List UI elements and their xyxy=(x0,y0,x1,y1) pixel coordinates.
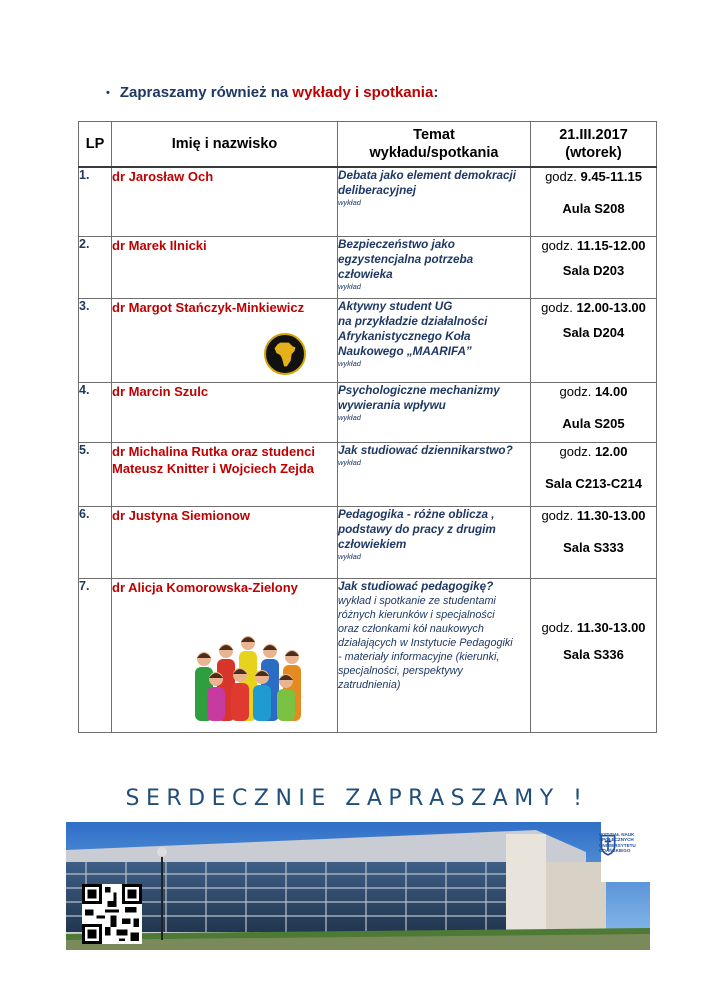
table-row xyxy=(79,299,657,383)
topic-cell xyxy=(338,237,531,299)
speaker-name: dr Marcin Szulc xyxy=(112,384,209,399)
logo-line-3: UNIWERSYTETU xyxy=(599,842,636,848)
topic-title: na przykładzie działalności xyxy=(338,315,488,328)
time-value: 9.45-11.15 xyxy=(580,168,642,184)
table-row xyxy=(79,167,657,237)
topic-title: deliberacyjnej xyxy=(338,183,416,197)
topic-title: Bezpieczeństwo jako xyxy=(338,238,455,251)
time-prefix: godz. xyxy=(541,300,577,315)
room-label: Sala S333 xyxy=(563,540,624,555)
time-prefix: godz. xyxy=(541,508,577,523)
time-room-cell xyxy=(531,383,657,443)
time-line xyxy=(531,168,656,185)
topic-title: człowiekiem xyxy=(338,538,407,551)
time-room-cell xyxy=(531,237,657,299)
time-line xyxy=(531,299,656,316)
speaker-cell xyxy=(112,383,338,443)
topic-description: działających w Instytucie Pedagogiki xyxy=(338,637,513,649)
intro-text: Zapraszamy również na xyxy=(119,84,293,101)
speaker-name: dr Marek Ilnicki xyxy=(112,238,207,253)
topic-title: Naukowego „MAARIFA” xyxy=(338,345,472,358)
topic-title: podstawy do pracy z drugim xyxy=(338,523,496,536)
time-line xyxy=(531,443,656,460)
speaker-name: Mateusz Knitter i Wojciech Zejda xyxy=(112,461,315,476)
time-room-cell xyxy=(531,579,657,733)
event-type: wykład xyxy=(338,458,361,467)
speaker-cell xyxy=(112,167,338,237)
students-photo xyxy=(182,621,322,721)
room-label: Sala D203 xyxy=(562,263,625,278)
speaker-cell xyxy=(112,443,338,507)
time-room-cell xyxy=(531,299,657,383)
time-prefix: godz. xyxy=(541,620,577,635)
topic-title: człowieka xyxy=(338,268,393,281)
topic-cell xyxy=(338,167,531,237)
topic-title: wywierania wpływu xyxy=(338,399,446,412)
topic-description: różnych kierunków i specjalności xyxy=(338,609,495,621)
topic-description: oraz członkami kół naukowych xyxy=(338,623,484,635)
intro-colon: : xyxy=(433,84,439,101)
time-value: 12.00-13.00 xyxy=(576,300,646,315)
time-prefix: godz. xyxy=(559,444,595,459)
speaker-name: dr Michalina Rutka oraz studenci xyxy=(112,444,315,459)
event-type: wykład xyxy=(338,552,361,561)
maarifa-africa-logo xyxy=(264,333,306,375)
event-type: wykład xyxy=(338,197,361,207)
table-row xyxy=(79,443,657,507)
time-value: 11.30-13.00 xyxy=(576,620,646,635)
event-type: wykład xyxy=(338,359,361,368)
header-name: Imię i nazwisko xyxy=(112,122,338,167)
building-photo xyxy=(66,822,650,950)
topic-title: Aktywny student UG xyxy=(338,300,453,313)
topic-title: Debata jako element demokracji xyxy=(338,168,516,182)
header-date xyxy=(531,122,657,167)
topic-cell xyxy=(338,383,531,443)
faculty-logo xyxy=(599,832,645,854)
time-value: 11.30-13.00 xyxy=(576,508,646,523)
event-type: wykład xyxy=(338,413,361,422)
topic-description: zatrudnienia) xyxy=(338,679,401,691)
speaker-name: dr Alicja Komorowska-Zielony xyxy=(112,580,298,595)
time-line xyxy=(531,237,656,254)
topic-title: Pedagogika - różne oblicza , xyxy=(338,508,495,521)
university-emblem-icon xyxy=(585,834,631,856)
time-prefix: godz. xyxy=(541,238,577,253)
row-number: 2. xyxy=(79,237,112,299)
time-line xyxy=(531,383,656,400)
topic-title: Psychologiczne mechanizmy xyxy=(338,384,500,397)
time-value: 11.15-12.00 xyxy=(576,238,646,253)
topic-cell xyxy=(338,443,531,507)
time-room-cell xyxy=(531,167,657,237)
speaker-name: dr Margot Stańczyk-Minkiewicz xyxy=(112,300,305,315)
row-number: 6. xyxy=(79,507,112,579)
time-room-cell xyxy=(531,507,657,579)
time-room-cell xyxy=(531,443,657,507)
intro-highlight: wykłady i spotkania xyxy=(292,84,434,101)
logo-line-4: GDAŃSKIEGO xyxy=(599,848,631,854)
speaker-cell xyxy=(112,507,338,579)
topic-title: Jak studiować pedagogikę? xyxy=(338,580,494,593)
speaker-name: dr Jarosław Och xyxy=(112,168,214,184)
time-line xyxy=(531,507,656,524)
time-prefix: godz. xyxy=(559,384,595,399)
room-label: Aula S208 xyxy=(562,200,625,216)
header-date-line1: 21.III.2017 xyxy=(559,126,628,143)
row-number: 1. xyxy=(79,167,112,237)
speaker-cell xyxy=(112,237,338,299)
room-label: Sala S336 xyxy=(563,647,624,662)
room-label: Sala C213-C214 xyxy=(545,476,642,491)
table-row xyxy=(79,579,657,733)
header-date-line2: (wtorek) xyxy=(565,144,622,161)
topic-description: specjalności, perspektywy xyxy=(338,665,463,677)
time-value: 14.00 xyxy=(594,384,628,399)
table-header-row xyxy=(79,122,657,167)
speaker-name: dr Justyna Siemionow xyxy=(112,508,250,523)
time-line xyxy=(531,619,656,636)
header-lp: LP xyxy=(79,122,112,167)
topic-title: Afrykanistycznego Koła xyxy=(338,330,471,343)
room-label: Aula S205 xyxy=(562,416,625,431)
event-type: wykład xyxy=(338,282,361,291)
topic-description: - materiały informacyjne (kierunki, xyxy=(338,651,500,663)
time-value: 12.00 xyxy=(594,444,628,459)
topic-cell xyxy=(338,579,531,733)
logo-line-2: SPOŁECZNYCH xyxy=(599,837,634,843)
schedule-table xyxy=(78,121,657,733)
footer-title: SERDECZNIE ZAPRASZAMY ! xyxy=(125,786,589,811)
intro-line xyxy=(106,84,438,101)
row-number: 7. xyxy=(79,579,112,733)
table-row xyxy=(79,237,657,299)
topic-title: Jak studiować dziennikarstwo? xyxy=(338,444,513,457)
topic-title: egzystencjalna potrzeba xyxy=(338,253,474,266)
header-topic-line2: wykładu/spotkania xyxy=(369,144,499,161)
logo-line-1: WYDZIAŁ NAUK xyxy=(599,832,635,837)
topic-cell xyxy=(338,507,531,579)
table-row xyxy=(79,383,657,443)
speaker-cell xyxy=(112,299,338,383)
topic-cell xyxy=(338,299,531,383)
speaker-cell xyxy=(112,579,338,733)
row-number: 4. xyxy=(79,383,112,443)
table-row xyxy=(79,507,657,579)
time-prefix: godz. xyxy=(545,168,581,184)
topic-description: wykład i spotkanie ze studentami xyxy=(338,595,496,607)
row-number: 5. xyxy=(79,443,112,507)
room-label: Sala D204 xyxy=(562,325,625,340)
header-topic xyxy=(338,122,531,167)
bullet-icon: • xyxy=(106,86,110,99)
qr-code xyxy=(82,884,142,944)
header-topic-line1: Temat xyxy=(413,126,455,143)
row-number: 3. xyxy=(79,299,112,383)
